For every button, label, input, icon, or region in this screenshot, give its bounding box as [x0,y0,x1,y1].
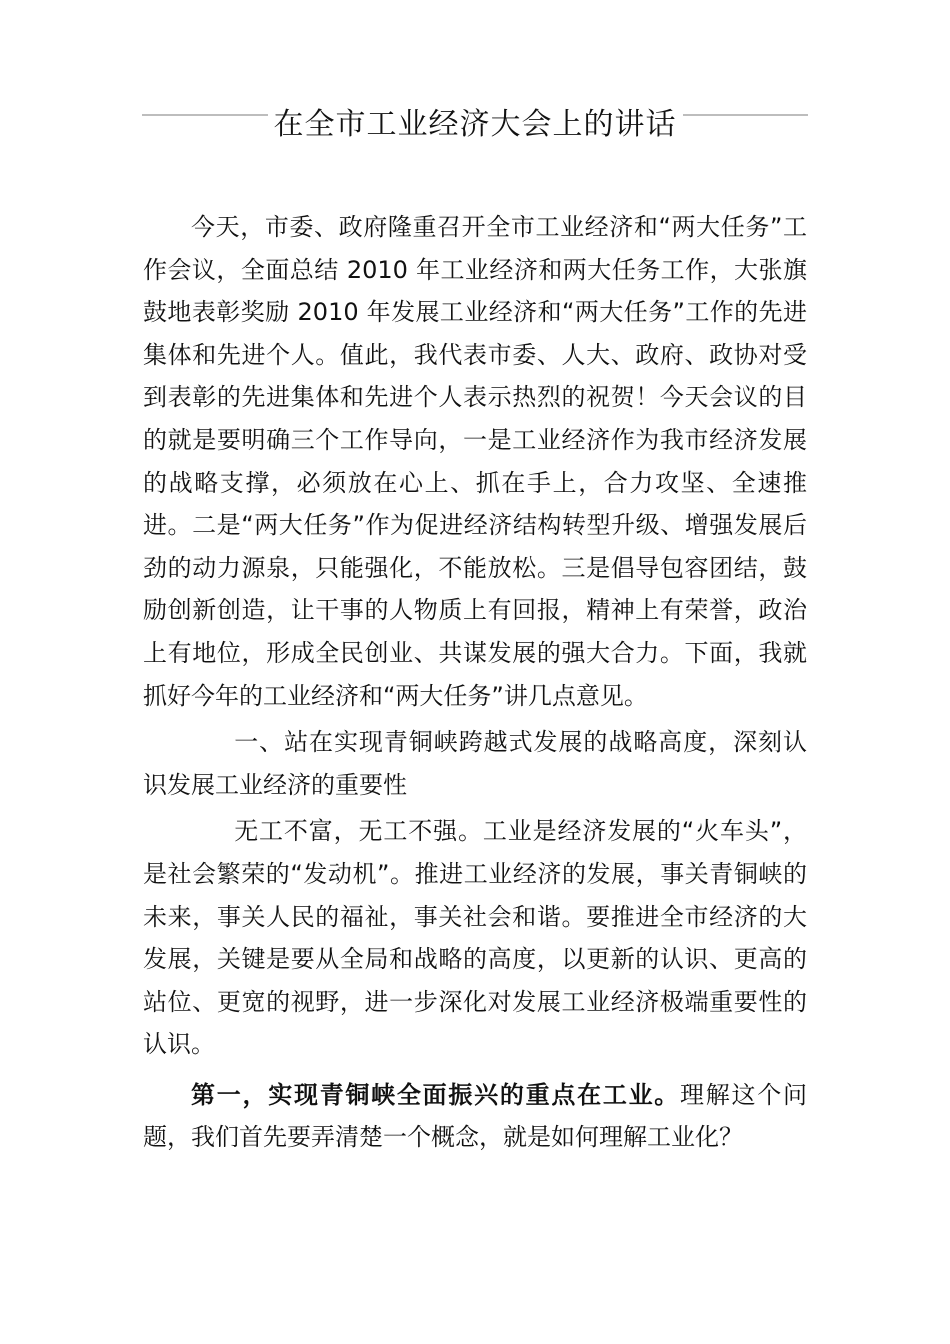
section-heading-one: 一、站在实现青铜峡跨越式发展的战略高度，深刻认识发展工业经济的重要性 [143,728,807,799]
first-point-text: 理解这个问题，我们首先要弄清楚一个概念，就是如何理解工业化？ [143,1080,808,1152]
document-body [143,196,807,1159]
paragraph-opening: 今天，市委、政府隆重召开全市工业经济和“两大任务”工作会议，全面总结 2010 年工业经济和两大任务工作，大张旗鼓地表彰奖励 2010 年发展工业经济和“两大任务”工作的先进集体和先进个人。值此，我代表市委、人大、政府、政协对受到表彰的先进集体和先进个人表示热烈的祝贺！今天会议的目的就是要明确三个工作导向，一是工业经济作为我市经济发展的战略支撑，必须放在心上、抓在手上，合力攻坚、全速推进。二是“两大任务”作为促进经济结构转型升级、增强发展后劲的动力源泉，只能强化，不能放松。三是倡导包容团结，鼓励创新创造，让干事的人物质上有回报，精神上有荣誉，政治上有地位，形成全民创业、共谋发展的强大合力。下面，我就抓好今年的工业经济和“两大任务”讲几点意见。 [143,213,807,710]
document-title [142,98,808,152]
paragraph-industry-importance: 无工不富，无工不强。工业是经济发展的“火车头”，是社会繁荣的“发动机”。推进工业经济的发展，事关青铜峡的未来，事关人民的福祉，事关社会和谐。要推进全市经济的大发展，关键是要从全局和战略的高度，以更新的认识、更高的站位、更宽的视野，进一步深化对发展工业经济极端重要性的认识。 [143,817,807,1059]
first-point-lead: 第一，实现青铜峡全面振兴的重点在工业。 [191,1080,681,1109]
document-title-text: 在全市工业经济大会上的讲话 [268,107,683,142]
paragraph-first-point [143,1074,807,1159]
